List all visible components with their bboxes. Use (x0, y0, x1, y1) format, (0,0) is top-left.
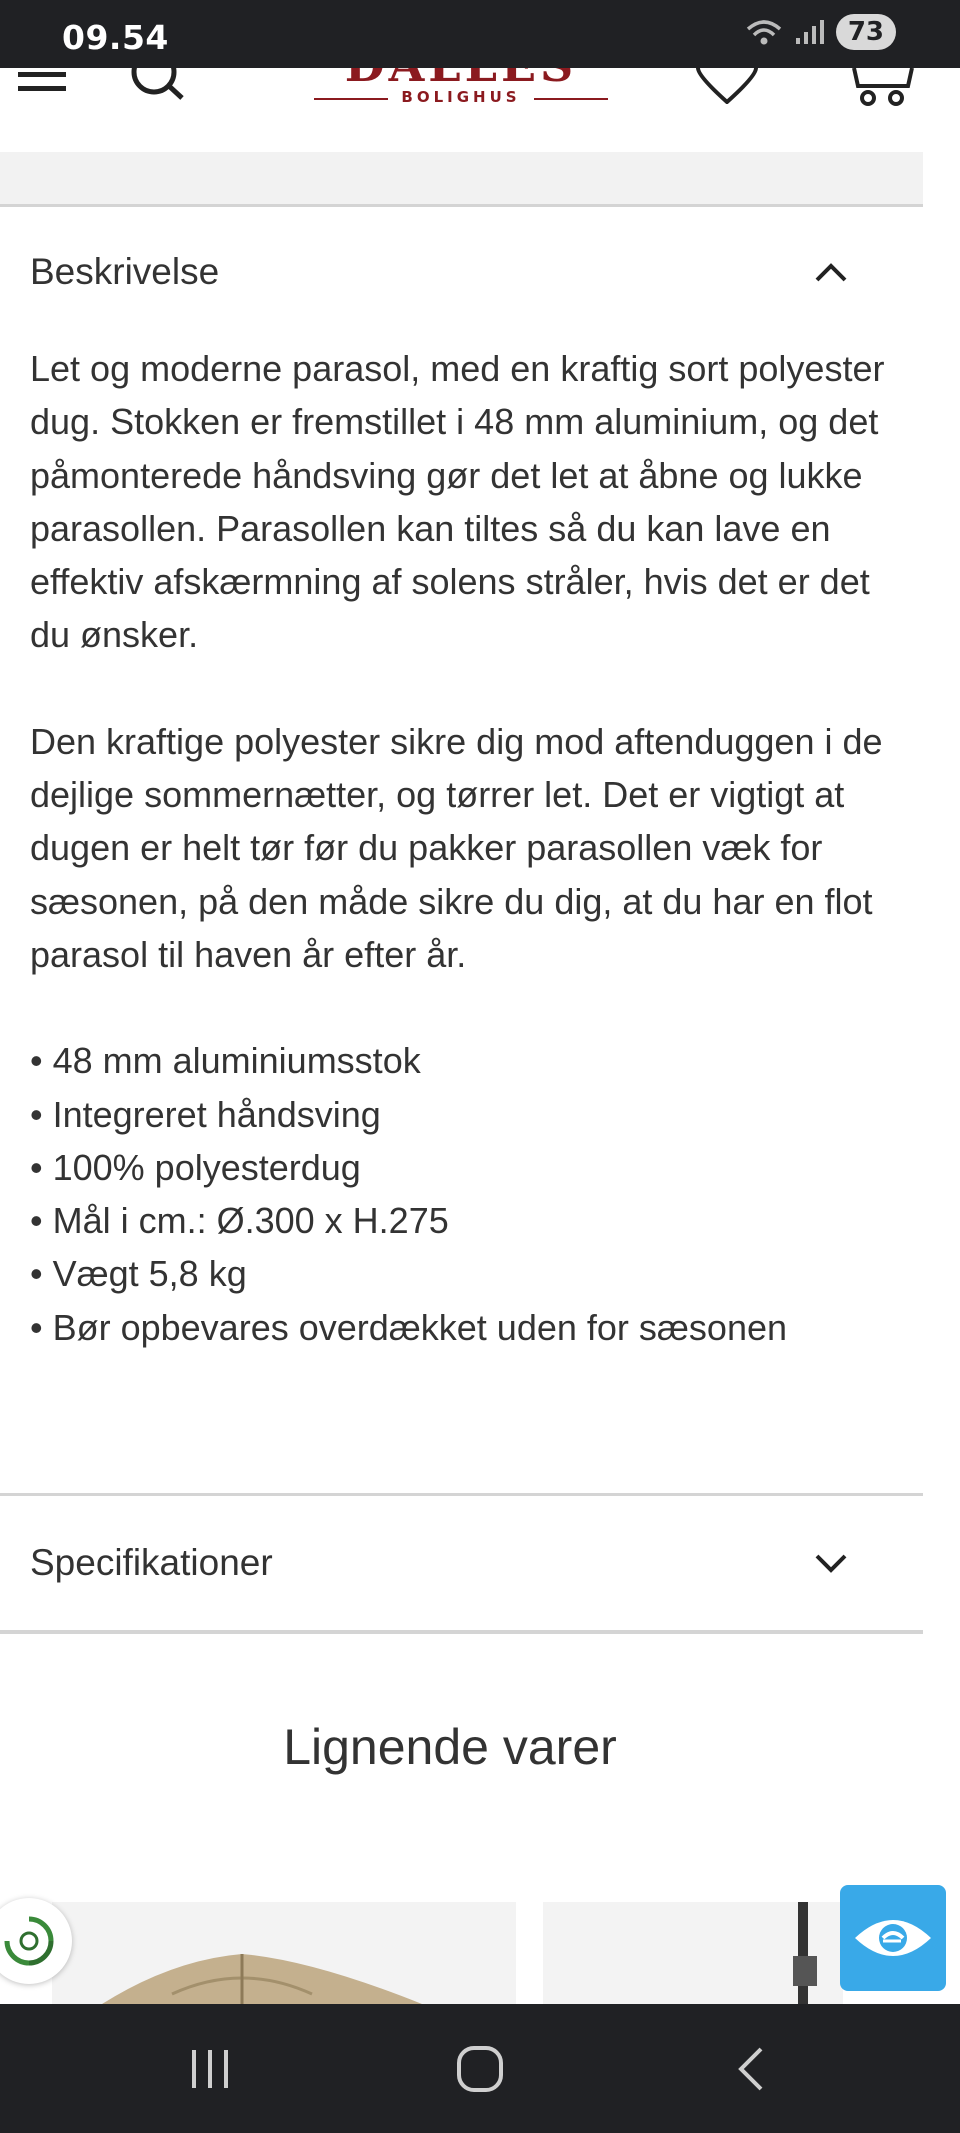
bullet-item: • Vægt 5,8 kg (30, 1253, 247, 1295)
site-logo[interactable] (312, 68, 610, 108)
heart-icon[interactable] (694, 68, 760, 104)
status-bar (0, 0, 960, 68)
logo-subtext: BOLIGHUS (401, 88, 521, 106)
bullet-item: • Bør opbevares overdækket uden for sæsonen (30, 1306, 788, 1348)
bullet-item: • 48 mm aluminiumsstok (30, 1040, 421, 1082)
home-button[interactable] (430, 2004, 530, 2133)
eye-icon (851, 1908, 935, 1968)
bullet-item: • Mål i cm.: Ø.300 x H.275 (30, 1200, 449, 1242)
signal-icon (794, 18, 826, 46)
accessibility-button[interactable] (840, 1885, 946, 1991)
description-paragraph: Den kraftige polyester sikre dig mod aftenduggen i de dejlige sommernætter, og tørrer let. Det er vigtigt at dugen er helt tør før du pakker parasollen væk for sæsonen, på den måde sikre du dig, at du har en flot parasol til haven år efter år. (30, 720, 883, 975)
chevron-up-icon (814, 261, 848, 283)
menu-icon[interactable] (18, 68, 68, 98)
product-card[interactable] (543, 1902, 843, 2004)
accordion-specs-title: Specifikationer (30, 1542, 273, 1583)
site-header (0, 68, 923, 152)
logo-rule-right (534, 98, 608, 100)
bullet-item: • 100% polyesterdug (30, 1146, 361, 1188)
product-card[interactable] (52, 1902, 516, 2004)
parasol-base-image (543, 1902, 843, 2004)
chevron-down-icon (814, 1552, 848, 1574)
status-time: 09.54 (62, 18, 169, 57)
accordion-divider (0, 1630, 923, 1634)
battery-indicator: 73 (836, 14, 896, 50)
back-button[interactable] (700, 2004, 800, 2133)
description-paragraph: Let og moderne parasol, med en kraftig sort polyester dug. Stokken er fremstillet i 48 mm aluminium, og det påmonterede håndsving gør det let at åbne og lukke parasollen. Parasollen kan tiltes så du kan lave en effektiv afskærmning af solens stråler, hvis det er det du ønsker. (30, 348, 885, 656)
wifi-icon (744, 17, 784, 47)
status-icons (744, 14, 896, 50)
gray-separator-band (0, 152, 923, 207)
home-icon (456, 2045, 504, 2093)
description-content (30, 342, 890, 1354)
recent-apps-icon (188, 2048, 232, 2090)
search-icon[interactable] (128, 68, 188, 104)
accordion-description-title: Beskrivelse (30, 251, 220, 292)
bullet-item: • Integreret håndsving (30, 1093, 381, 1135)
similar-products-title: Lignende varer (283, 1719, 617, 1775)
cart-icon[interactable] (850, 68, 916, 108)
system-nav-bar (0, 2004, 960, 2133)
back-icon (733, 2045, 767, 2093)
accordion-specs-header[interactable] (0, 1496, 923, 1630)
parasol-image (52, 1902, 516, 2004)
accordion-description-header[interactable] (0, 207, 923, 337)
recent-apps-button[interactable] (160, 2004, 260, 2133)
recycle-icon (0, 1911, 59, 1971)
